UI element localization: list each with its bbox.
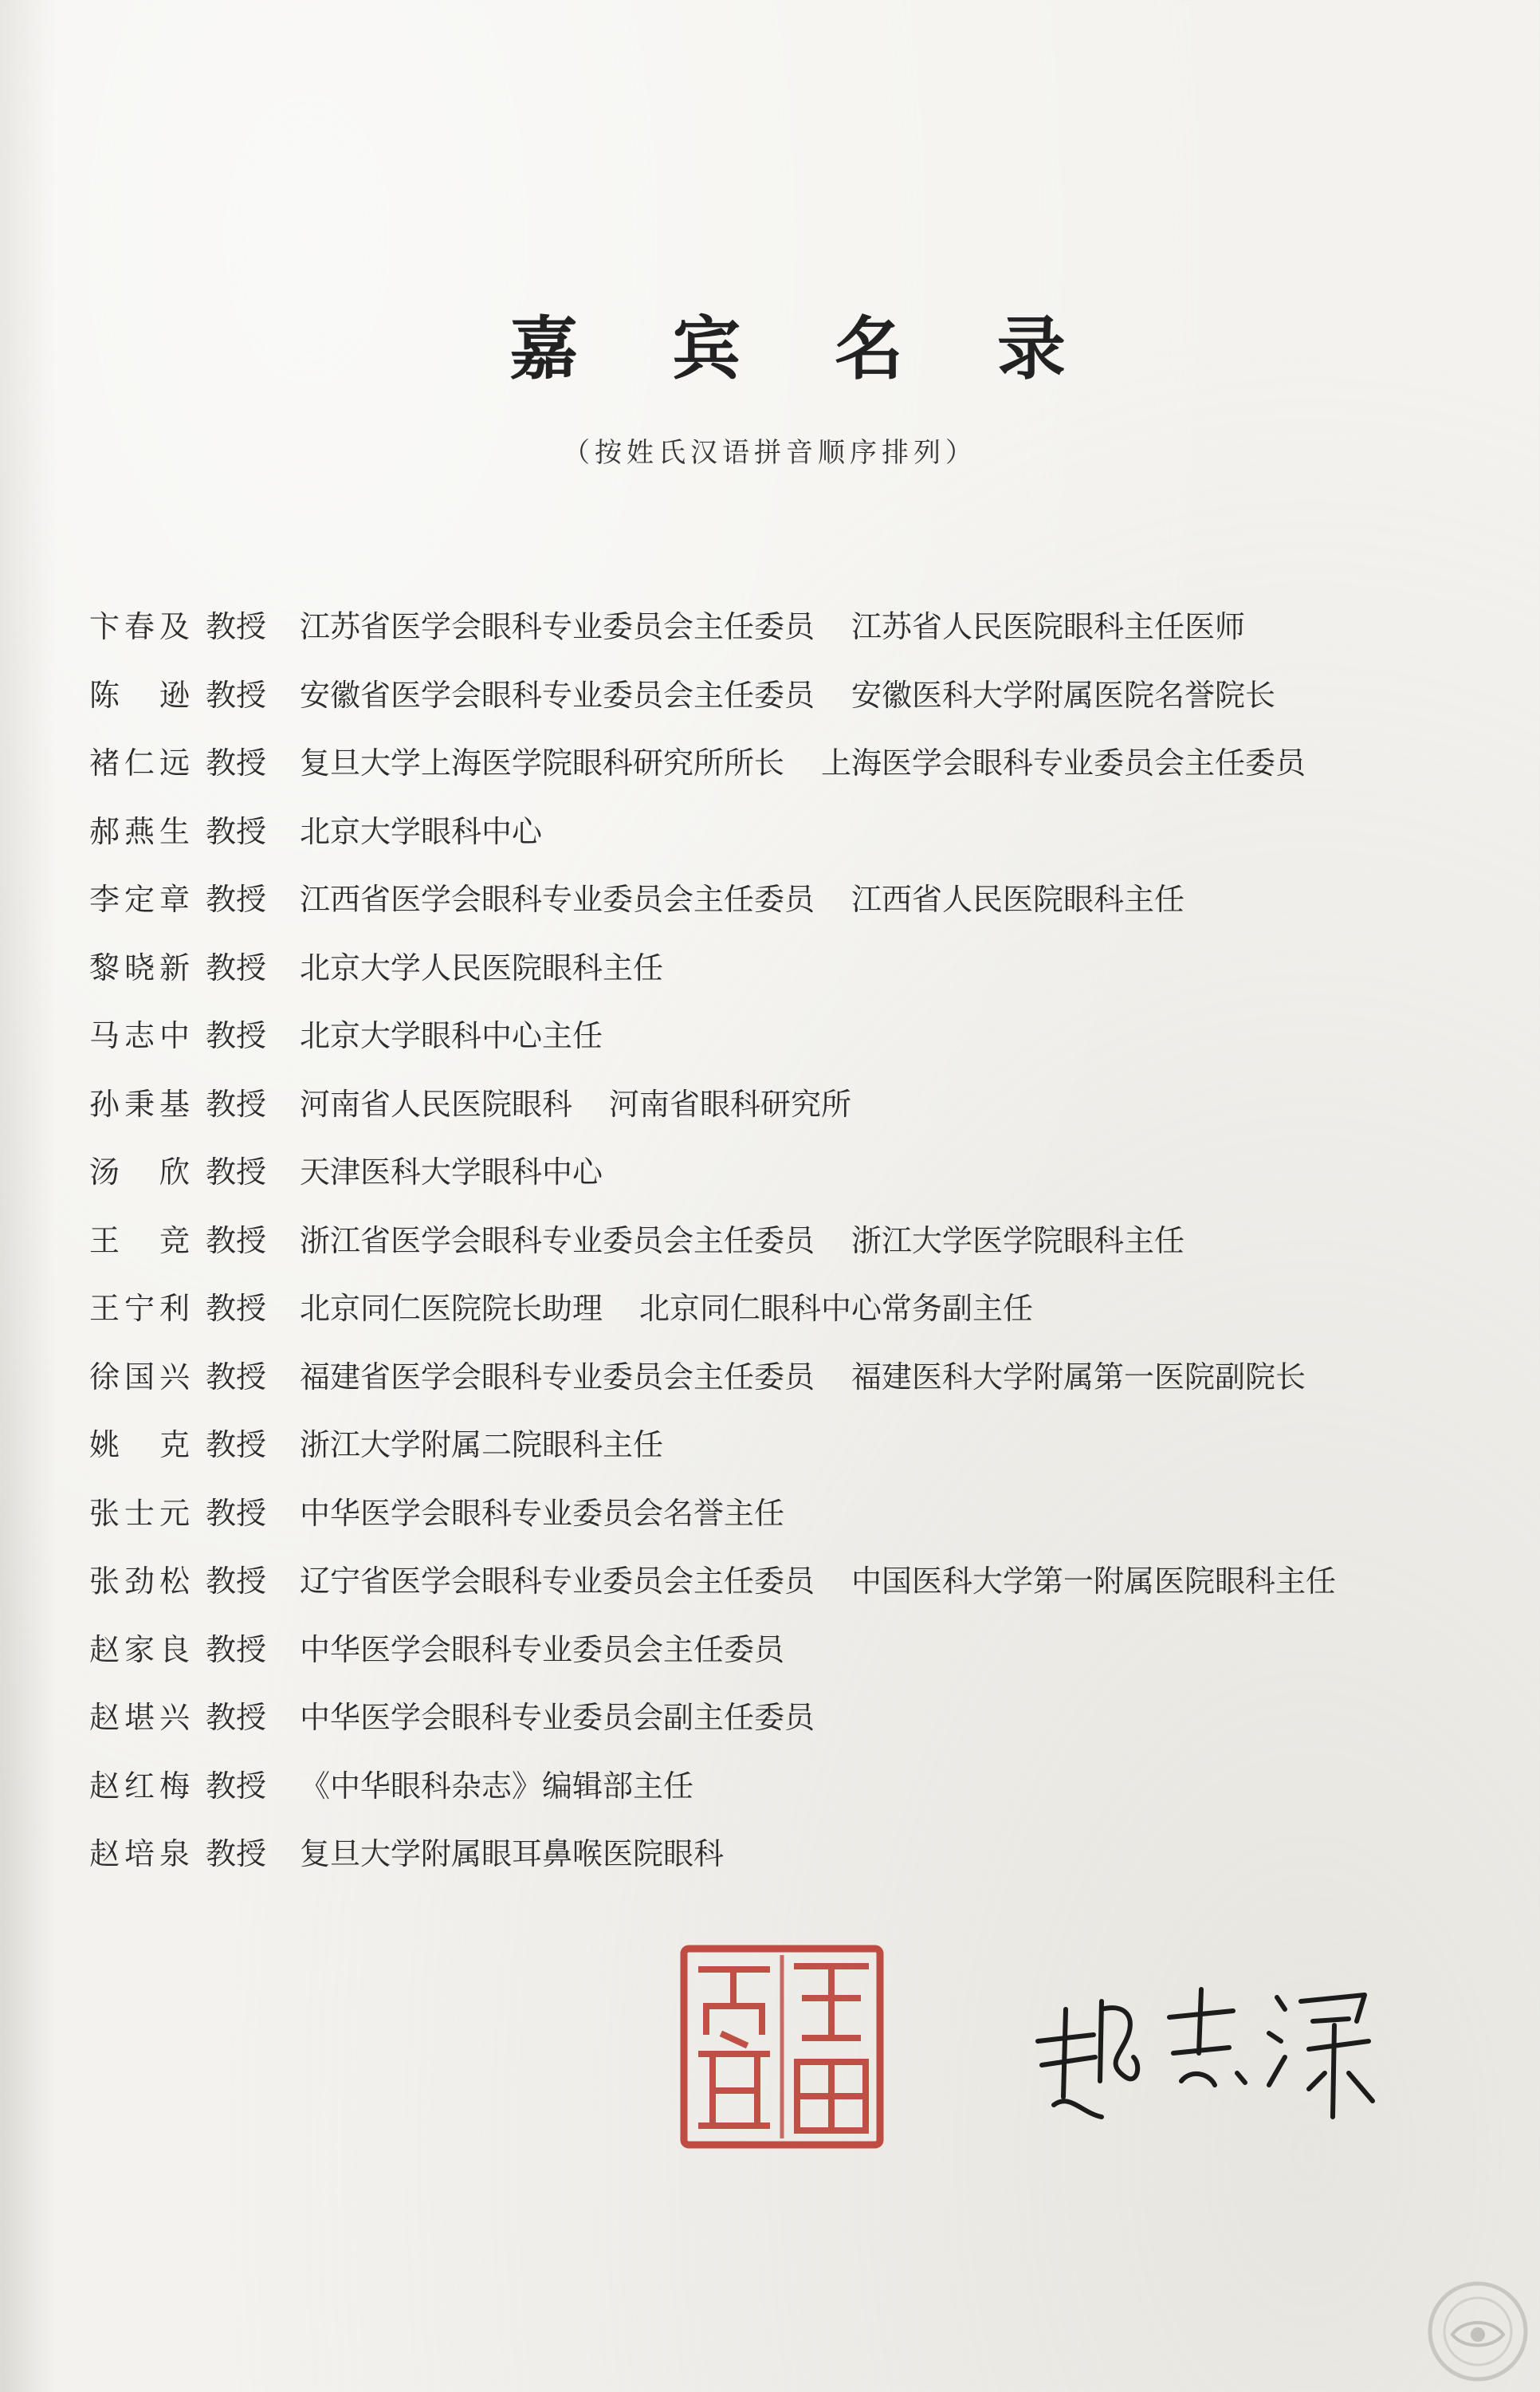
guest-name: 赵红梅 <box>89 1768 190 1804</box>
guest-affiliation-secondary: 安徽医科大学附属医院名誉院长 <box>851 677 1276 713</box>
guest-name: 徐国兴 <box>89 1359 190 1395</box>
guest-name: 赵家良 <box>89 1631 190 1667</box>
guest-name: 王竞 <box>89 1222 190 1258</box>
guest-affiliation-primary: 安徽省医学会眼科专业委员会主任委员 <box>300 677 815 713</box>
guest-affiliation-primary: 复旦大学附属眼耳鼻喉医院眼科 <box>300 1836 725 1872</box>
document-subtitle: （按姓氏汉语拼音顺序排列） <box>563 437 977 469</box>
guest-affiliation-secondary: 河南省眼科研究所 <box>609 1086 852 1122</box>
guest-affiliation-primary: 江西省医学会眼科专业委员会主任委员 <box>300 882 815 918</box>
guest-rank: 教授 <box>206 1155 267 1190</box>
guest-row <box>89 863 1444 931</box>
guest-rank: 教授 <box>206 1495 267 1531</box>
guest-row <box>89 726 1444 795</box>
guest-name: 赵堪兴 <box>89 1700 190 1736</box>
guest-rank: 教授 <box>206 1700 267 1736</box>
guest-row <box>89 1749 1444 1818</box>
guest-affiliation-primary: 《中华眼科杂志》编辑部主任 <box>300 1768 694 1804</box>
guest-rank: 教授 <box>206 1631 267 1667</box>
guest-rank: 教授 <box>206 1359 267 1395</box>
guest-name: 张劲松 <box>89 1564 190 1599</box>
guest-name: 卞春及 <box>89 609 190 645</box>
guest-affiliation-primary: 江苏省医学会眼科专业委员会主任委员 <box>300 609 815 645</box>
guest-name: 马志中 <box>89 1018 190 1054</box>
guest-list <box>89 590 1444 1886</box>
guest-rank: 教授 <box>206 1222 267 1258</box>
guest-row <box>89 1068 1444 1136</box>
guest-rank: 教授 <box>206 1427 267 1463</box>
guest-name: 郝燕生 <box>89 813 190 849</box>
guest-affiliation-primary: 辽宁省医学会眼科专业委员会主任委员 <box>300 1564 815 1599</box>
guest-row <box>89 1544 1444 1613</box>
guest-affiliation-primary: 复旦大学上海医学院眼科研究所所长 <box>300 746 785 781</box>
guest-affiliation-primary: 中华医学会眼科专业委员会名誉主任 <box>300 1495 785 1531</box>
guest-row <box>89 1613 1444 1682</box>
guest-row <box>89 1204 1444 1273</box>
guest-affiliation-secondary: 浙江大学医学院眼科主任 <box>851 1222 1185 1258</box>
guest-affiliation-primary: 河南省人民医院眼科 <box>300 1086 573 1122</box>
guest-rank: 教授 <box>206 1291 267 1327</box>
guest-affiliation-secondary: 中国医科大学第一附属医院眼科主任 <box>851 1564 1337 1599</box>
guest-name: 陈逊 <box>89 677 190 713</box>
guest-name: 姚克 <box>89 1427 190 1463</box>
guest-row <box>89 590 1444 659</box>
guest-row <box>89 1340 1444 1409</box>
guest-affiliation-secondary: 北京同仁眼科中心常务副主任 <box>639 1291 1034 1327</box>
guest-row <box>89 1817 1444 1886</box>
guest-affiliation-primary: 天津医科大学眼科中心 <box>300 1155 603 1190</box>
guest-row <box>89 1272 1444 1340</box>
guest-affiliation-primary: 中华医学会眼科专业委员会主任委员 <box>300 1631 785 1667</box>
guest-affiliation-primary: 中华医学会眼科专业委员会副主任委员 <box>300 1700 815 1736</box>
guest-row <box>89 1681 1444 1749</box>
guest-affiliation-primary: 北京大学眼科中心 <box>300 813 543 849</box>
guest-affiliation-primary: 北京大学人民医院眼科主任 <box>300 950 664 986</box>
guest-name: 黎晓新 <box>89 950 190 986</box>
guest-affiliation-primary: 北京大学眼科中心主任 <box>300 1018 603 1054</box>
guest-row <box>89 999 1444 1068</box>
guest-row <box>89 795 1444 864</box>
guest-affiliation-secondary: 江西省人民医院眼科主任 <box>851 882 1185 918</box>
guest-affiliation-secondary: 福建医科大学附属第一医院副院长 <box>851 1359 1306 1395</box>
guest-affiliation-primary: 浙江大学附属二院眼科主任 <box>300 1427 664 1463</box>
handwritten-signature <box>1006 1945 1389 2145</box>
guest-row <box>89 659 1444 727</box>
guest-name: 褚仁远 <box>89 746 190 781</box>
guest-affiliation-primary: 福建省医学会眼科专业委员会主任委员 <box>300 1359 815 1395</box>
guest-rank: 教授 <box>206 746 267 781</box>
guest-rank: 教授 <box>206 813 267 849</box>
guest-name: 孙秉基 <box>89 1086 190 1122</box>
guest-affiliation-secondary: 江苏省人民医院眼科主任医师 <box>851 609 1246 645</box>
guest-affiliation-secondary: 上海医学会眼科专业委员会主任委员 <box>821 746 1306 781</box>
guest-rank: 教授 <box>206 882 267 918</box>
guest-name: 李定章 <box>89 882 190 918</box>
red-seal-stamp <box>678 1942 886 2151</box>
guest-row <box>89 1135 1444 1204</box>
guest-row <box>89 1477 1444 1545</box>
guest-rank: 教授 <box>206 677 267 713</box>
guest-name: 张士元 <box>89 1495 190 1531</box>
guest-rank: 教授 <box>206 1018 267 1054</box>
guest-name: 王宁利 <box>89 1291 190 1327</box>
document-title: 嘉 宾 名 录 <box>509 309 1101 389</box>
guest-rank: 教授 <box>206 609 267 645</box>
guest-rank: 教授 <box>206 1086 267 1122</box>
guest-rank: 教授 <box>206 1564 267 1599</box>
museum-watermark-logo <box>1425 2279 1530 2384</box>
guest-rank: 教授 <box>206 950 267 986</box>
guest-row <box>89 931 1444 1000</box>
guest-rank: 教授 <box>206 1768 267 1804</box>
guest-affiliation-primary: 北京同仁医院院长助理 <box>300 1291 603 1327</box>
guest-affiliation-primary: 浙江省医学会眼科专业委员会主任委员 <box>300 1222 815 1258</box>
guest-row <box>89 1408 1444 1477</box>
guest-name: 汤欣 <box>89 1155 190 1190</box>
guest-rank: 教授 <box>206 1836 267 1872</box>
guest-name: 赵培泉 <box>89 1836 190 1872</box>
